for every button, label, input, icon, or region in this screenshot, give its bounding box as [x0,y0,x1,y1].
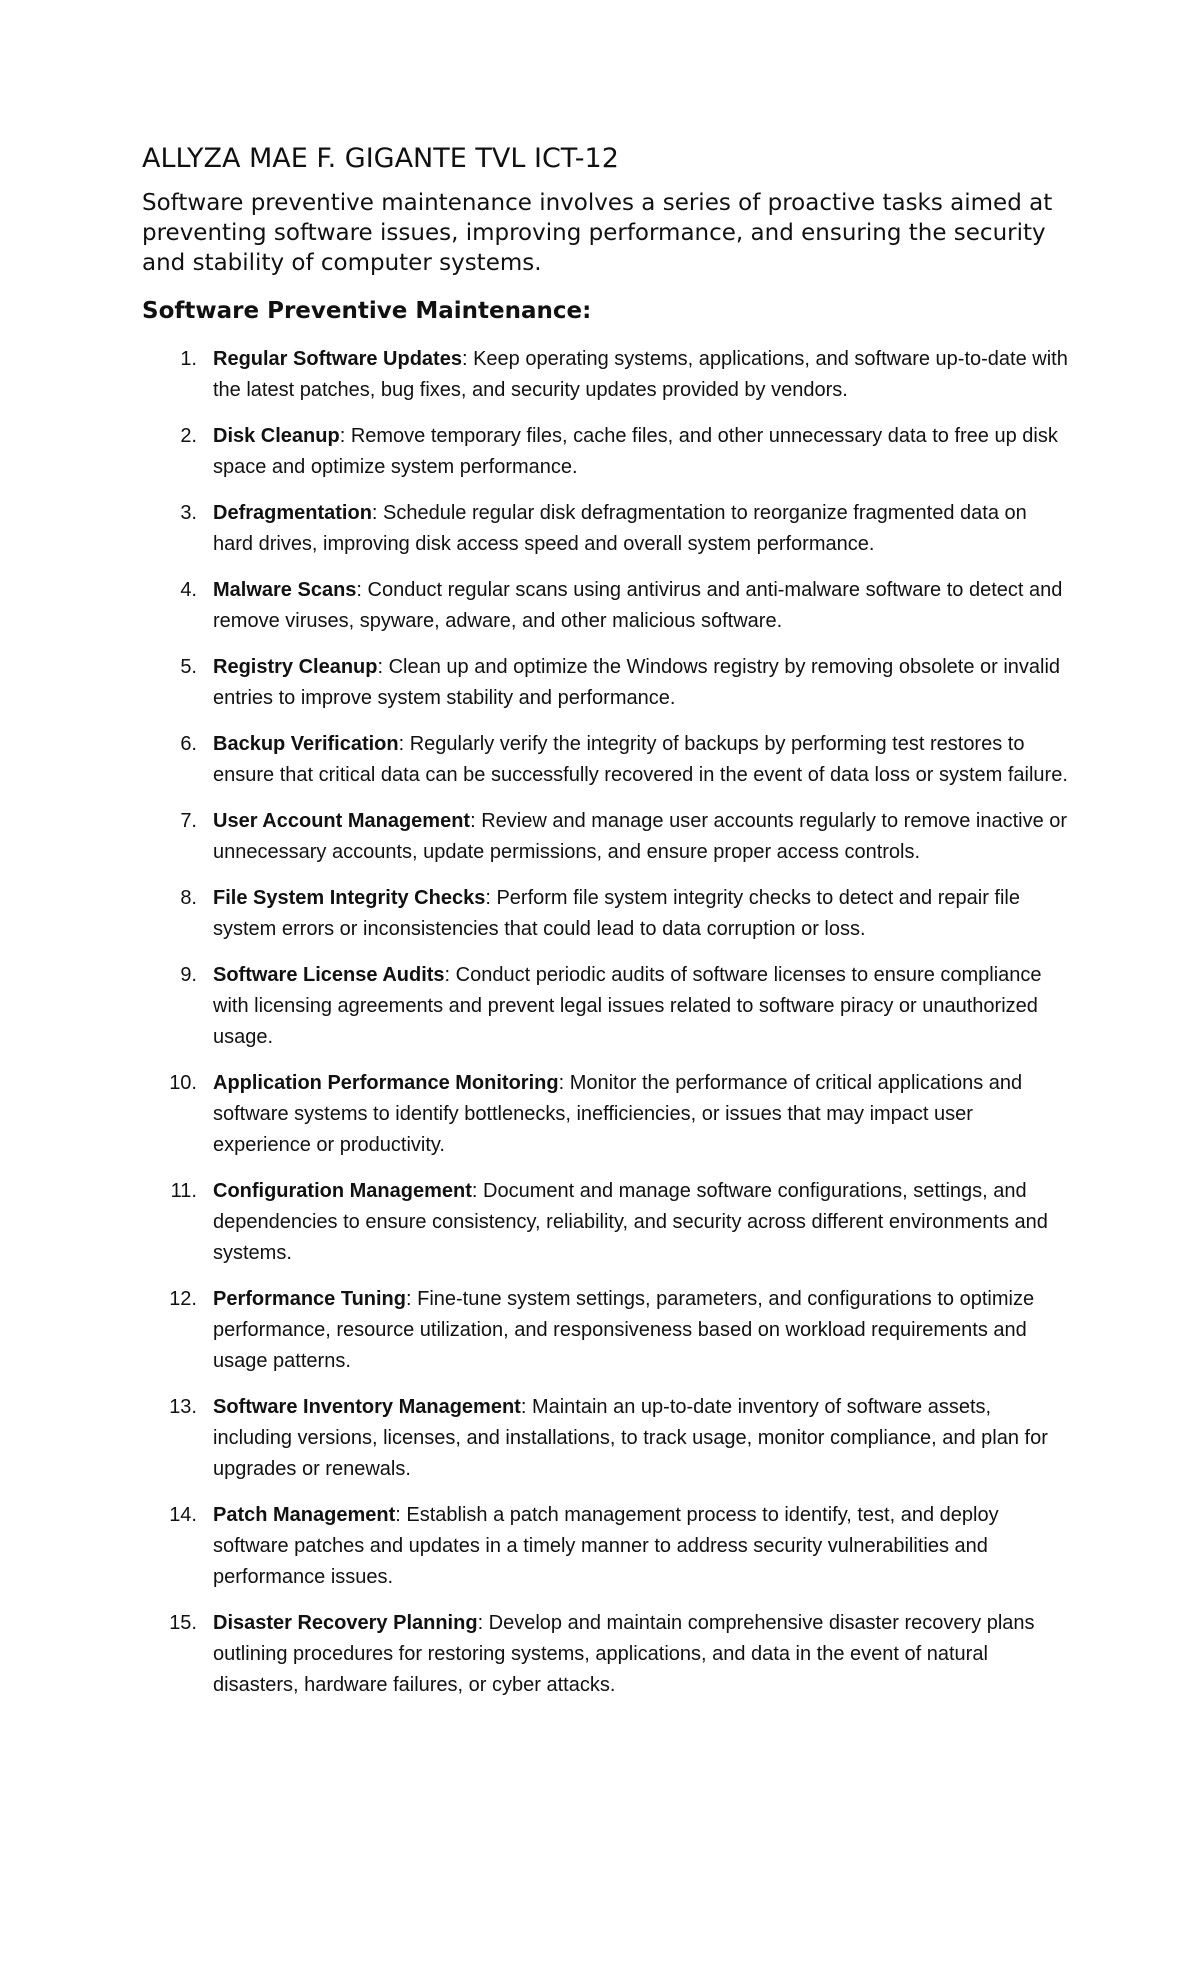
list-item-number: 5. [180,656,197,678]
list-item-title: Registry Cleanup [213,656,378,678]
list-item-title: Application Performance Monitoring [213,1072,559,1094]
list-item-title: Patch Management [213,1504,396,1526]
maintenance-task-list [142,344,1072,1701]
list-item-number: 10. [169,1072,197,1094]
list-item-title: Malware Scans [213,579,357,601]
list-item [142,806,1072,868]
list-item-number: 7. [180,810,197,832]
list-item [142,575,1072,637]
list-item [142,883,1072,945]
list-item-description: : Document and manage software configurations, settings, and dependencies to ensure consistency, reliability, and security across different environments and systems. [213,1180,1048,1264]
list-item-description: : Clean up and optimize the Windows registry by removing obsolete or invalid entries to improve system stability and performance. [213,656,1061,709]
list-item-description: : Establish a patch management process to identify, test, and deploy software patches and updates in a timely manner to address security vulnerabilities and performance issues. [213,1504,999,1588]
list-item [142,1176,1072,1269]
list-item-title: Performance Tuning [213,1288,406,1310]
document-body [142,142,1072,1716]
list-item-title: Backup Verification [213,733,399,755]
list-item-title: Configuration Management [213,1180,472,1202]
list-item-title: Disaster Recovery Planning [213,1612,478,1634]
list-item [142,729,1072,791]
list-item-number: 15. [169,1612,197,1634]
list-item [142,421,1072,483]
list-item [142,1608,1072,1701]
list-item-number: 2. [180,425,197,447]
list-item-number: 6. [180,733,197,755]
author-line: ALLYZA MAE F. GIGANTE TVL ICT-12 [142,143,619,174]
list-item-title: Software Inventory Management [213,1396,521,1418]
list-item-number: 11. [170,1180,197,1202]
list-item-number: 13. [169,1396,197,1418]
section-heading: Software Preventive Maintenance: [142,298,592,324]
list-item [142,498,1072,560]
list-item [142,1392,1072,1485]
list-item-number: 3. [180,502,197,524]
list-item-number: 12. [169,1288,197,1310]
list-item-description: : Remove temporary files, cache files, and other unnecessary data to free up disk space and optimize system performance. [213,425,1058,478]
list-item-title: Defragmentation [213,502,372,524]
list-item-description: : Perform file system integrity checks to detect and repair file system errors or inconsistencies that could lead to data corruption or loss. [213,887,1020,940]
list-item-description: : Develop and maintain comprehensive disaster recovery plans outlining procedures for restoring systems, applications, and data in the event of natural disasters, hardware failures, or cyber attacks. [213,1612,1035,1696]
list-item-description: : Schedule regular disk defragmentation to reorganize fragmented data on hard drives, improving disk access speed and overall system performance. [213,502,1027,555]
list-item-description: : Monitor the performance of critical applications and software systems to identify bottlenecks, inefficiencies, or issues that may impact user experience or productivity. [213,1072,1023,1156]
list-item-title: Disk Cleanup [213,425,340,447]
list-item-description: : Maintain an up-to-date inventory of software assets, including versions, licenses, and installations, to track usage, monitor compliance, and plan for upgrades or renewals. [213,1396,1048,1480]
list-item [142,652,1072,714]
list-item-title: Software License Audits [213,964,445,986]
list-item-title: User Account Management [213,810,471,832]
list-item-number: 8. [180,887,197,909]
list-item-number: 4. [180,579,197,601]
list-item [142,344,1072,406]
list-item [142,1284,1072,1377]
list-item-number: 9. [180,964,197,986]
list-item-number: 14. [169,1504,197,1526]
intro-paragraph: Software preventive maintenance involves a series of proactive tasks aimed at preventing software issues, improving performance, and ensuring the security and stability of computer systems. [142,190,1053,276]
list-item-description: : Fine-tune system settings, parameters, and configurations to optimize performance, resource utilization, and responsiveness based on workload requirements and usage patterns. [213,1288,1035,1372]
list-item-description: : Conduct periodic audits of software licenses to ensure compliance with licensing agreements and prevent legal issues related to software piracy or unauthorized usage. [213,964,1042,1048]
list-item-description: : Review and manage user accounts regularly to remove inactive or unnecessary accounts, update permissions, and ensure proper access controls. [213,810,1068,863]
list-item-description: : Regularly verify the integrity of backups by performing test restores to ensure that critical data can be successfully recovered in the event of data loss or system failure. [213,733,1068,786]
list-item [142,960,1072,1053]
list-item-title: File System Integrity Checks [213,887,486,909]
list-item-title: Regular Software Updates [213,348,462,370]
list-item-description: : Keep operating systems, applications, and software up-to-date with the latest patches, bug fixes, and security updates provided by vendors. [213,348,1068,401]
list-item-description: : Conduct regular scans using antivirus and anti-malware software to detect and remove viruses, spyware, adware, and other malicious software. [213,579,1063,632]
list-item [142,1500,1072,1593]
list-item-number: 1. [180,348,197,370]
list-item [142,1068,1072,1161]
